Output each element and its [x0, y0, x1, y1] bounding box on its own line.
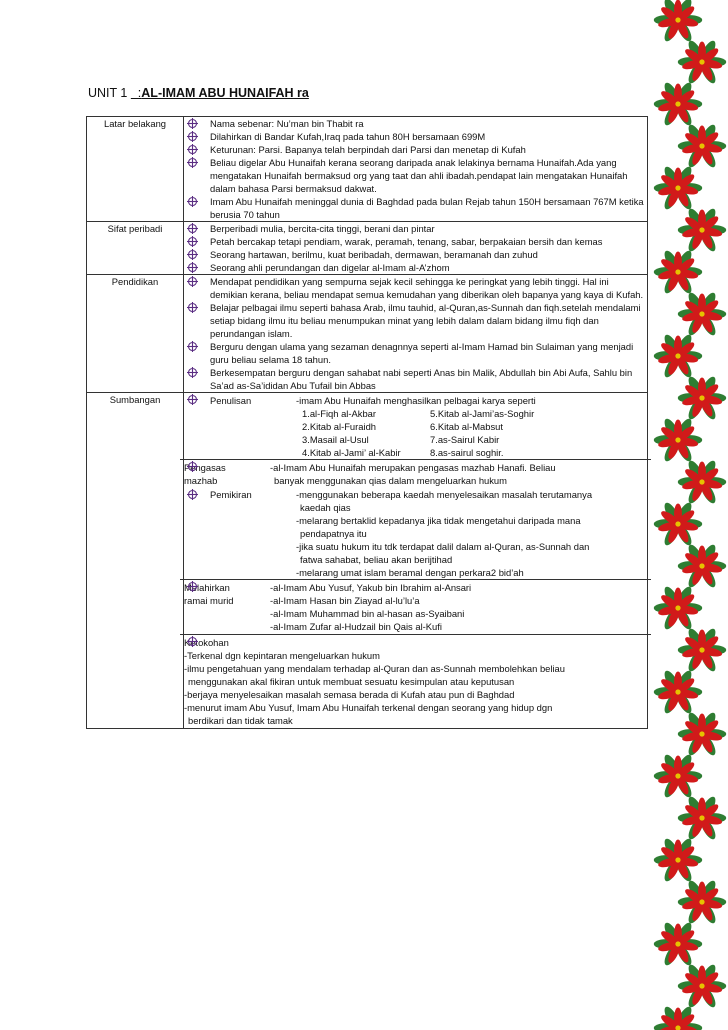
bullet-icon — [187, 367, 198, 378]
contribution-pemikiran — [180, 488, 651, 579]
bullet-icon — [187, 157, 198, 168]
bullet-icon — [187, 394, 198, 405]
sub-label: Ketokohan — [184, 637, 229, 648]
bullet-icon — [187, 581, 198, 592]
text-line: fatwa sahabat, beliau akan berijtihad — [300, 554, 453, 565]
poinsettia-flower — [678, 627, 726, 674]
text-line: -menggunakan beberapa kaedah menyelesaikan masalah terutamanya — [296, 489, 593, 500]
bullet-list — [184, 275, 648, 393]
bullet-text: Petah bercakap tetapi pendiam, warak, peramah, tenang, sabar, berpakaian bersih dan kemas — [210, 236, 603, 247]
bullet-icon — [187, 262, 198, 273]
bullet-text: Seorang hartawan, berilmu, kuat beribadah, dermawan, beramanah dan zuhud — [210, 249, 538, 260]
bullet-text: Dilahirkan di Bandar Kufah,Iraq pada tahun 80H bersamaan 699M — [210, 131, 486, 142]
poinsettia-border — [652, 0, 728, 1030]
poinsettia-flower — [678, 39, 726, 86]
table-row — [87, 222, 648, 275]
poinsettia-flower — [654, 753, 702, 800]
poinsettia-flower — [678, 291, 726, 338]
work-item: 2.Kitab al-Furaidh — [302, 421, 376, 432]
sub-label: mazhab — [184, 475, 218, 486]
poinsettia-flower — [654, 417, 702, 464]
text-line: -al-Imam Hasan bin Ziayad al-lu’lu’a — [270, 595, 420, 606]
sub-label: Pemikiran — [210, 489, 252, 500]
bullet-text: Mendapat pendidikan yang sempurna sejak kecil sehingga ke peringkat yang lebih tinggi. Hal ini demikian kerana, beliau mendapat semua kemudahan yang diberikan oleh bapanya yang kaya di Kufah. — [210, 276, 644, 300]
contribution-melahirkan — [180, 579, 651, 634]
sub-label: ramai murid — [184, 595, 234, 606]
poinsettia-flower — [678, 879, 726, 926]
text-line: -al-Imam Zufar al-Hudzail bin Qais al-Kufi — [270, 621, 442, 632]
list-item — [184, 117, 647, 130]
work-item: 1.al-Fiqh al-Akbar — [302, 408, 376, 419]
list-item — [184, 366, 647, 392]
sub-label: Melahirkan — [184, 582, 230, 593]
table-row — [87, 393, 648, 729]
text-line: -melarang bertaklid kepadanya jika tidak mengetahui daripada mana — [296, 515, 581, 526]
text-line: -Terkenal dgn kepintaran mengeluarkan hukum — [184, 650, 380, 661]
pengasas-line: banyak menggunakan qias dalam mengeluarkan hukum — [274, 475, 507, 486]
text-line: -berjaya menyelesaikan masalah semasa berada di Kufah atau pun di Baghdad — [184, 689, 515, 700]
bullet-icon — [187, 461, 198, 472]
bullet-text: Berperibadi mulia, bercita-cita tinggi, berani dan pintar — [210, 223, 435, 234]
bullet-icon — [187, 131, 198, 142]
poinsettia-flower — [678, 123, 726, 170]
text-line: -al-Imam Abu Yusuf, Yakub bin Ibrahim al-Ansari — [270, 582, 472, 593]
category-cell: Pendidikan — [87, 275, 184, 393]
bullet-icon — [187, 196, 198, 207]
bullet-text: Beliau digelar Abu Hunaifah kerana seorang daripada anak lelakinya bernama Hunaifah.Ada yang mengatakan Hunaifah bermaksud org yang taat dan ahli ibadah.pendapat lain mengatakan Hunaifah dalam bahasa Parsi bermaksud dakwat. — [210, 157, 628, 194]
poinsettia-flower — [678, 711, 726, 758]
poinsettia-flower — [678, 963, 726, 1010]
bullet-text: Keturunan: Parsi. Bapanya telah berpindah dari Parsi dan menetap di Kufah — [210, 144, 526, 155]
list-item — [184, 143, 647, 156]
text-line: -ilmu pengetahuan yang mendalam terhadap al-Quran dan as-Sunnah membolehkan beliau — [184, 663, 565, 674]
poinsettia-flower — [678, 459, 726, 506]
poinsettia-flower — [654, 165, 702, 212]
text-line: -al-Imam Muhammad bin al-hasan as-Syaibani — [270, 608, 465, 619]
table-row — [87, 117, 648, 222]
pengasas-line: -al-Imam Abu Hunaifah merupakan pengasas mazhab Hanafi. Beliau — [270, 462, 556, 473]
list-item — [184, 130, 647, 143]
poinsettia-flower — [654, 0, 702, 43]
list-item — [184, 156, 647, 195]
bullet-list — [184, 222, 648, 275]
unit-label: UNIT 1 — [88, 86, 128, 100]
bullet-icon — [187, 223, 198, 234]
list-item — [184, 275, 647, 301]
poinsettia-flower — [654, 585, 702, 632]
bullet-text: Nama sebenar: Nu’man bin Thabit ra — [210, 118, 364, 129]
topic-title: AL-IMAM ABU HUNAIFAH ra — [141, 86, 309, 100]
poinsettia-flower — [654, 921, 702, 968]
bullet-list — [184, 117, 648, 222]
text-line: kaedah qias — [300, 502, 351, 513]
work-item: 4.Kitab al-Jami’ al-Kabir — [302, 447, 401, 458]
work-item: 5.Kitab al-Jami’as-Soghir — [430, 408, 535, 419]
bullet-icon — [187, 276, 198, 287]
poinsettia-flower — [678, 543, 726, 590]
text-line: berdikari dan tidak tamak — [188, 715, 293, 726]
contribution-penulisan — [184, 393, 647, 459]
list-item — [184, 340, 647, 366]
work-item: 7.as-Sairul Kabir — [430, 434, 500, 445]
table-row — [87, 275, 648, 393]
bullet-icon — [187, 489, 198, 500]
poinsettia-flower — [654, 837, 702, 884]
list-item — [184, 248, 647, 261]
poinsettia-flower — [654, 669, 702, 716]
works-list — [296, 407, 647, 459]
category-cell: Latar belakang — [87, 117, 184, 222]
list-item — [184, 301, 647, 340]
poinsettia-flower — [678, 375, 726, 422]
bullet-text: Seorang ahli perundangan dan digelar al-Imam al-A’zhom — [210, 262, 450, 273]
list-item — [184, 261, 647, 274]
list-item — [184, 195, 647, 221]
work-item: 3.Masail al-Usul — [302, 434, 369, 445]
sub-label: Penulisan — [210, 395, 252, 406]
list-item — [184, 222, 647, 235]
info-table — [86, 116, 648, 729]
poinsettia-flower — [654, 1005, 702, 1030]
work-item: 6.Kitab al-Mabsut — [430, 421, 503, 432]
poinsettia-flower — [654, 81, 702, 128]
bullet-icon — [187, 236, 198, 247]
bullet-icon — [187, 118, 198, 129]
bullet-text: Berkesempatan berguru dengan sahabat nabi seperti Anas bin Malik, Abdullah bin Abi Aufa, Sahlu bin Sa’ad as-Sa’ididan Abu Tufail bin Abbas — [210, 367, 633, 391]
text-line: -menurut imam Abu Yusuf, Imam Abu Hunaifah terkenal dengan seorang yang hidup dgn — [184, 702, 553, 713]
bullet-icon — [187, 341, 198, 352]
page-title: UNIT 1 :AL-IMAM ABU HUNAIFAH ra — [88, 86, 309, 100]
poinsettia-flower — [654, 333, 702, 380]
penulisan-intro: -imam Abu Hunaifah menghasilkan pelbagai karya seperti — [296, 395, 536, 406]
list-item — [184, 235, 647, 248]
bullet-text: Belajar pelbagai ilmu seperti bahasa Arab, ilmu tauhid, al-Quran,as-Sunnah dan fiqh.setelah mendalami setiap bidang ilmu itu beliau menumpukan minat yang lebih dalam dalam bidang ilmu fiqh dan perundangan islam. — [210, 302, 641, 339]
category-cell: Sifat peribadi — [87, 222, 184, 275]
bullet-text: Berguru dengan ulama yang sezaman denagnnya seperti al-Imam Hamad bin Sulaiman yang menjadi guru beliau selama 18 tahun. — [210, 341, 634, 365]
poinsettia-flower — [678, 207, 726, 254]
poinsettia-flower — [678, 795, 726, 842]
poinsettia-flower — [654, 249, 702, 296]
bullet-icon — [187, 249, 198, 260]
bullet-icon — [187, 144, 198, 155]
contribution-pengasas — [180, 459, 651, 488]
text-line: -melarang umat islam beramal dengan perkara2 bid’ah — [296, 567, 524, 578]
bullet-text: Imam Abu Hunaifah meninggal dunia di Baghdad pada bulan Rejab tahun 150H bersamaan 767M ketika berusia 70 tahun — [210, 196, 644, 220]
text-line: pendapatnya itu — [300, 528, 367, 539]
sub-label: Pengasas — [184, 462, 226, 473]
work-item: 8.as-sairul soghir. — [430, 447, 504, 458]
category-cell: Sumbangan — [87, 393, 184, 729]
bullet-icon — [187, 636, 198, 647]
text-line: -jika suatu hukum itu tdk terdapat dalil dalam al-Quran, as-Sunnah dan — [296, 541, 590, 552]
text-line: menggunakan akal fikiran untuk membuat sesuatu kesimpulan atau keputusan — [188, 676, 515, 687]
bullet-icon — [187, 302, 198, 313]
contribution-ketokohan — [180, 634, 651, 728]
poinsettia-flower — [654, 501, 702, 548]
